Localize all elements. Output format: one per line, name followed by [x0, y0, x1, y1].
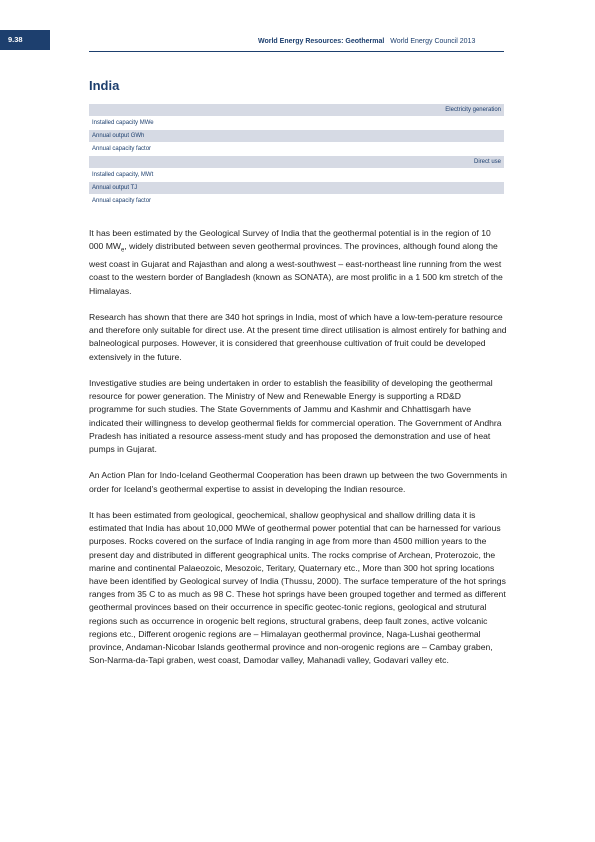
country-data-table	[89, 104, 504, 208]
section-title: India	[89, 78, 120, 93]
publisher-name: World Energy Council 2013	[390, 38, 476, 45]
header-divider	[89, 51, 504, 52]
paragraph-1-text-end: , widely distributed between seven geothermal provinces. The provinces, although found along the west coast in Gujarat and Rajasthan and along a west-southwest – east-northeast line running from the west coast to the western border of Bangladesh (known as SONATA), are most prolific in a 1 500 km stretch of the Himalayas.	[89, 241, 503, 296]
body-text	[89, 227, 507, 681]
paragraph-2: Research has shown that there are 340 hot springs in India, most of which have a low-tem-perature resource and therefore only suitable for direct use. At the present time direct utilisation is almost entirely for bathing and balneological purposes. However, it is considered that greenhouse cultivation of fruit could be developed extensively in the future.	[89, 311, 507, 362]
table-header-direct-use: Direct use	[89, 156, 504, 169]
report-title: World Energy Resources: Geothermal	[258, 38, 385, 45]
table-row-annual-output-gwh: Annual output GWh	[89, 130, 504, 143]
table-row-annual-capacity-factor-electric: Annual capacity factor	[89, 143, 504, 156]
table-row-installed-capacity-mwe: Installed capacity MWe	[89, 117, 504, 130]
paragraph-1-subscript: e	[121, 247, 125, 254]
paragraph-4: An Action Plan for Indo-Iceland Geothermal Cooperation has been drawn up between the two Governments in order for Iceland's geothermal expertise to assist in developing the Indian resource.	[89, 470, 508, 494]
table-header-electricity: Electricity generation	[89, 104, 504, 117]
table-row-annual-output-tj: Annual output TJ	[89, 182, 504, 195]
table-row-annual-capacity-factor-direct: Annual capacity factor	[89, 195, 504, 208]
paragraph-1	[89, 227, 507, 298]
page-number: 9.38	[8, 35, 23, 44]
paragraph-1-text-start: It has been estimated by the Geological Survey of India that the geothermal potential is in the region of 10 000 MW	[89, 228, 491, 252]
paragraph-3: Investigative studies are being undertaken in order to establish the feasibility of developing the geothermal resource for power generation. The Ministry of New and Renewable Energy is supporting a RD&D programme for such studies. The State Governments of Jammu and Kashmir and Chhattisgarh have indicated their willingness to develop geothermal fields for commercial operation. The Government of Andhra Pradesh has initiated a resource assess-ment study and has proposed the demonstration and use of heat pumps in Gujarat.	[89, 377, 502, 454]
page-number-tab	[0, 30, 50, 50]
running-header	[258, 38, 475, 45]
paragraph-5: It has been estimated from geological, geochemical, shallow geophysical and shallow drilling data it is estimated that India has about 10,000 MWe of geothermal power potential that can be harnessed for various purposes. Rocks covered on the surface of India ranging in age from more than 4500 million years to the present day and distributed in different geographical units. The rocks comprise of Archean, Proterozoic, the marine and continental Palaeozoic, Mesozoic, Teritary, Quaternary etc., More than 300 hot spring locations have been identified by Geological survey of India (Thussu, 2000). The surface temperature of the hot springs ranges from 35 C to as much as 98 C. These hot springs have been grouped together and termed as different geothermal provinces based on their occurrence in specific geotec-tonic regions, geological and strutural regions such as occurrence in orogenic belt regions, structural grabens, deep fault zones, active volcanic regions etc., Different orogenic regions are – Himalayan geothermal province, Naga-Lushai geothermal province, Andaman-Nicobar Islands geothermal province and non-orogenic regions are – Cambay graben, Son-Narma-da-Tapi graben, west coast, Damodar valley, Mahanadi valley, Godavari valley etc.	[89, 509, 506, 666]
table-row-installed-capacity-mwt: Installed capacity, MWt	[89, 169, 504, 182]
